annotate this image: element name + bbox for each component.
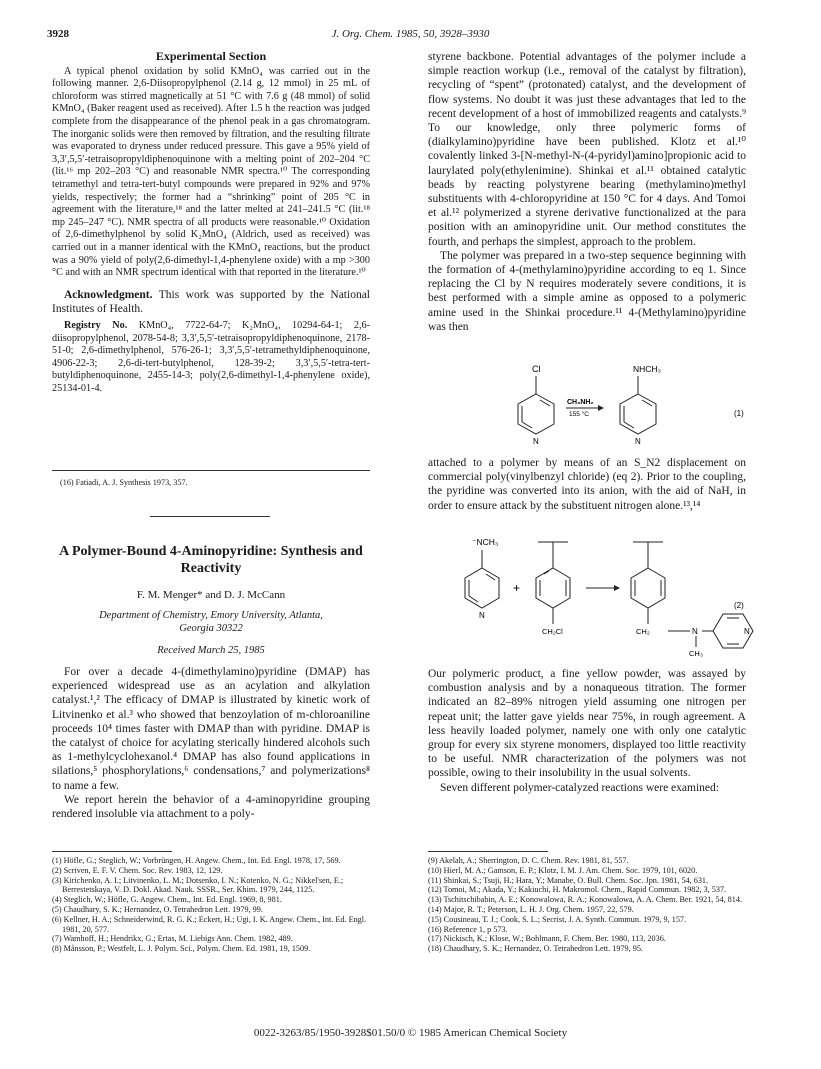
experimental-text: A typical phenol oxidation by solid KMnO₄ was carried out in the following manner. 2,6-Diisopropylphenol (2.14 g, 12 mmol) in 25 mL of chloroform was stirred magnetically at 51 °C with 7.6 g (48 mmol) of solid KMnO₄ (Baker reagent used as received). After 1.5 h the reaction was judged complete from the disappearance of the phenol peak in a gas chromatogram. The inorganic solids were then removed by filtration, and the resulting filtrate was evaporated to dryness under reduced pressure. This gave a 95% yield of 3,3′,5,5′-tetraisopropyldiphenoquinone with a melting point of 202–204 °C (lit.¹⁶ mp 202–203 °C) and reasonable NMR spectra.¹⁰ The corresponding tetramethyl and tetra-tert-butyl compounds were prepared in 92% and 97% yields, respectively; the former had a “shrinking” point of 205 °C in agreement with the literature,¹⁸ and the latter melted at 241–241.5 °C (lit.¹⁸ mp 245–247 °C). NMR spectra of all products were reasonable.¹⁰ Oxidation of 2,6-dimethylphenol by solid K₂MnO₄ (Aldrich, used as received) was carried out in a manner identical with the KMnO₄ reactions, but the product was a 90% yield of poly(2,6-dimethyl-1,4-phenylene oxide) with a mp >300 °C and with an NMR spectrum identical with that reported in the literature.¹⁰ bbox=[52, 65, 370, 279]
article-header bbox=[52, 543, 370, 656]
equation-number: (1) bbox=[734, 409, 744, 418]
vinylbenzyl-chloride-unit bbox=[536, 542, 570, 624]
footnote: (8) Månsson, P.; Westfelt, L. J. Polym. Sci., Polym. Chem. Ed. 1981, 19, 1509. bbox=[52, 944, 311, 954]
right-paragraph-5: Seven different polymer-catalyzed reactions were examined: bbox=[440, 781, 719, 794]
footnote: (14) Major, R. T.; Peterson, L. H. J. Org. Chem. 1957, 22, 579. bbox=[428, 904, 634, 914]
right-paragraph-2: The polymer was prepared in a two-step sequence beginning with the formation of 4-(methylamino)pyridine according to eq 1. Since replacing the Cl by N requires moderately severe conditions, it is best performed with a simple amine as opposed to a polymeric amine used in the Shinkai procedure.¹¹ 4-(Methylamino)pyridine was then bbox=[428, 249, 746, 333]
right-column-top bbox=[428, 50, 746, 334]
page-number: 3928 bbox=[47, 28, 69, 40]
intro-paragraph-1: For over a decade 4-(dimethylamino)pyridine (DMAP) has experienced widespread use as an acylation and alkylation catalyst.¹,² The efficacy of DMAP is illustrated by kinetic work of Litvinenko et al.³ who showed that benzoylation of m-chloroaniline proceeds 10⁴ times faster with DMAP than with pyridine. DMAP is the catalyst of choice for acylating sterically hindered alcohols such as 1-methylcyclohexanol.⁴ DMAP has also found applications in silations,⁵ phosphorylations,⁶ condensations,⁷ and polymerizations⁸ to name a few. bbox=[52, 666, 370, 792]
footnote: (13) Tschitschibabin, A. E.; Konowalowa, R. A.; Konowalowa, A. A. Chem. Ber. 1921, 54, 814. bbox=[428, 895, 743, 905]
footnote: (18) Chaudhary, S. K.; Hernandez, O. Tetrahedron Lett. 1979, 95. bbox=[428, 944, 643, 954]
arrow-head-icon bbox=[598, 405, 604, 411]
right-paragraph-3-block bbox=[428, 456, 746, 513]
right-paragraph-3: attached to a polymer by means of an S_N2 displacement on commercial poly(vinylbenzyl chloride) (eq 2). Prior to the coupling, the pyridine was converted into its anion, with the aid of NaH, in order to ensure attack by the substituent nitrogen alone.¹³,¹⁴ bbox=[428, 457, 746, 512]
footnote: (2) Scriven, E. F. V. Chem. Soc. Rev. 1983, 12, 129. bbox=[52, 865, 223, 875]
left-footnote-rule bbox=[52, 851, 172, 852]
right-paragraph-4: Our polymeric product, a fine yellow powder, was assayed by combustion analysis and by a nonaqueous titration. The former indicated an 82–89% nitrogen yield assuming one nitrogen per repeat unit; the latter gave yields near 75%, in rough agreement. A less heavily loaded polymer, namely one with only one catalytic group for every six styrene monomers, displayed too little reactivity to be useful. NMR characterization of the polymers was not possible, owing to their insolubility in the usual solvents. bbox=[428, 668, 746, 780]
footnote: (9) Akelah, A.; Sherrington, D. C. Chem. Rev. 1981, 81, 557. bbox=[428, 856, 629, 865]
intro-paragraph-2: We report herein the behavior of a 4-aminopyridine grouping rendered insoluble via attachment to a poly- bbox=[52, 793, 370, 821]
running-header: J. Org. Chem. 1985, 50, 3928–3930 bbox=[331, 28, 490, 40]
acknowledgment-label: Acknowledgment. bbox=[64, 288, 153, 301]
footnote: (16) Reference 1, p 573. bbox=[428, 924, 508, 934]
footnote-rule bbox=[52, 470, 370, 471]
article-title: A Polymer-Bound 4-Aminopyridine: Synthesis and Reactivity bbox=[59, 544, 363, 576]
right-paragraph-1: styrene backbone. Potential advantages of the polymer include a simple reaction workup (i.e., removal of the catalyst by filtration), recycling of “spent” (protonated) catalyst, and the development of flow systems. No doubt it was just these advantages that led to the recent development of a host of immobilized reagents and catalysts.⁹ To our knowledge, only three polymeric forms of (dialkylamino)pyridine have been published. Klotz et al.¹⁰ covalently linked 3-[N-methyl-N-(4-pyridyl)amino]propionic acid to laurylated poly(ethylenimine). Shinkai et al.¹¹ obtained catalytic beads by reacting polystyrene bearing (methylamino)methyl substituents with 4-chloropyridine at 150 °C for 4 days. And Tomoi et al.¹² polymerized a styrene derivative functionalized at the para position with an aminopyridine unit. Our method constitutes the fourth, and perhaps the simplest, approach to the problem. bbox=[428, 51, 746, 248]
footnote: (3) Kirichenko, A. I.; Litvinenko, L. M.; Dotsenko, I. N.; Kotenko, N. G.; Nikkel'sen, E.; Berrestetskaya, V. D. Dokl. Akad. Nauk. SSSR., Ser. Khim. 1979, 244, 1125. bbox=[52, 875, 344, 895]
ring-nitrogen: N bbox=[479, 611, 485, 620]
acknowledgment bbox=[52, 288, 370, 316]
copyright-footer: 0022-3263/85/1950-3928$01.50/0 © 1985 American Chemical Society bbox=[253, 1027, 568, 1039]
condition-label: 155 °C bbox=[569, 411, 589, 418]
experimental-heading: Experimental Section bbox=[155, 49, 267, 63]
equation-1 bbox=[428, 352, 758, 452]
footnote: (11) Shinkai, S.; Tsuji, H.; Hara, Y.; Manabe, O. Bull. Chem. Soc. Jpn. 1981, 54, 631. bbox=[428, 875, 709, 885]
plus-sign: + bbox=[513, 581, 521, 595]
methyl-label: CH₃ bbox=[689, 649, 703, 658]
footnote: (12) Tomoi, M.; Akada, Y.; Kakiuchi, H. Makromol. Chem., Rapid Commun. 1982, 3, 537. bbox=[428, 885, 727, 895]
acknowledgment-text: This work was supported by the National Institutes of Health. bbox=[52, 288, 370, 315]
methylene-label: CH₂ bbox=[636, 627, 650, 636]
registry-label: Registry No. bbox=[64, 320, 128, 332]
footnote: (1) Höfle, G.; Steglich, W.; Vorbrüngen, H. Angew. Chem., Int. Ed. Engl. 1978, 17, 569. bbox=[52, 856, 341, 865]
amine-nitrogen: N bbox=[692, 627, 698, 636]
received-date: Received March 25, 1985 bbox=[157, 645, 265, 656]
ring-nitrogen: N bbox=[533, 437, 539, 446]
intro-text bbox=[52, 665, 370, 821]
ring-nitrogen: N bbox=[635, 437, 641, 446]
anion-label: ⁻NCH₃ bbox=[472, 537, 499, 547]
footnote: (4) Steglich, W.; Höfle, G. Angew. Chem., Int. Ed. Engl. 1969, 8, 981. bbox=[52, 895, 282, 905]
equation-number: (2) bbox=[734, 601, 744, 610]
left-column bbox=[52, 50, 370, 396]
registry-text: KMnO₄, 7722-64-7; K₂MnO₄, 10294-64-1; 2,6-diisopropylphenol, 2078-54-8; 3,3′,5,5′-tetraisopropyldiphenoquinone, 2178-51-0; 2,6-dimethylphenol, 576-26-1; 3,3′,5,5′-tetramethyldiphenoquinone, 4906-22-3; 2,6-di-tert-butylphenol, 128-39-2; 3,3′,5,5′-tetra-tert-butyldiphenoquinone, 2455-14-3; poly(2,6-dimethyl-1,4-phenylene oxide), 25134-01-4. bbox=[52, 320, 371, 395]
registry-numbers bbox=[52, 320, 370, 396]
right-footnotes bbox=[428, 856, 746, 954]
reagent-label: CH₃NH₂ bbox=[567, 399, 594, 406]
chloro-substituent: Cl bbox=[532, 364, 541, 374]
right-footnote-rule bbox=[428, 851, 548, 852]
affiliation: Department of Chemistry, Emory University, Atlanta, Georgia 30322 bbox=[99, 610, 323, 634]
ring-nitrogen: N bbox=[744, 627, 750, 636]
article-separator bbox=[150, 516, 270, 517]
footnote: (15) Cousineau, T. J.; Cook, S. L.; Secrist, J. A. Synth. Commun. 1979, 9, 157. bbox=[428, 914, 687, 924]
authors: F. M. Menger* and D. J. McCann bbox=[136, 589, 286, 601]
footnote: (7) Wamhoff, H.; Hendrikx, G.; Ertas, M. Liebigs Ann. Chem. 1982, 489. bbox=[52, 934, 293, 944]
footnote: (6) Kellner, H. A.; Schneiderwind, R. G. K.; Eckert, H.; Ugi, I. K. Angew. Chem., Int. Ed. Engl. 1981, 20, 577. bbox=[52, 914, 367, 934]
chloromethyl-label: CH₂Cl bbox=[542, 627, 563, 636]
methylaminopyridine-ring bbox=[620, 376, 656, 434]
footnote-16: (16) Fatiadi, A. J. Synthesis 1973, 357. bbox=[60, 478, 188, 487]
footnote: (5) Chaudhary, S. K.; Hernandez, O. Tetrahedron Lett. 1979, 99. bbox=[52, 904, 263, 914]
chloropyridine-ring bbox=[518, 376, 554, 434]
anion-pyridine-ring bbox=[465, 550, 499, 608]
footnote: (10) Hierl, M. A.; Gamson, E. P.; Klotz, I. M. J. Am. Chem. Soc. 1979, 101, 6020. bbox=[428, 865, 698, 875]
footnote: (17) Nickisch, K.; Klose, W.; Bohlmann, F. Chem. Ber. 1980, 113, 2036. bbox=[428, 934, 666, 944]
right-column-bottom bbox=[428, 667, 746, 795]
left-footnotes bbox=[52, 856, 370, 954]
equation-2 bbox=[428, 530, 758, 660]
methylamino-substituent: NHCH₃ bbox=[633, 364, 662, 374]
arrow-head-icon bbox=[614, 585, 620, 591]
